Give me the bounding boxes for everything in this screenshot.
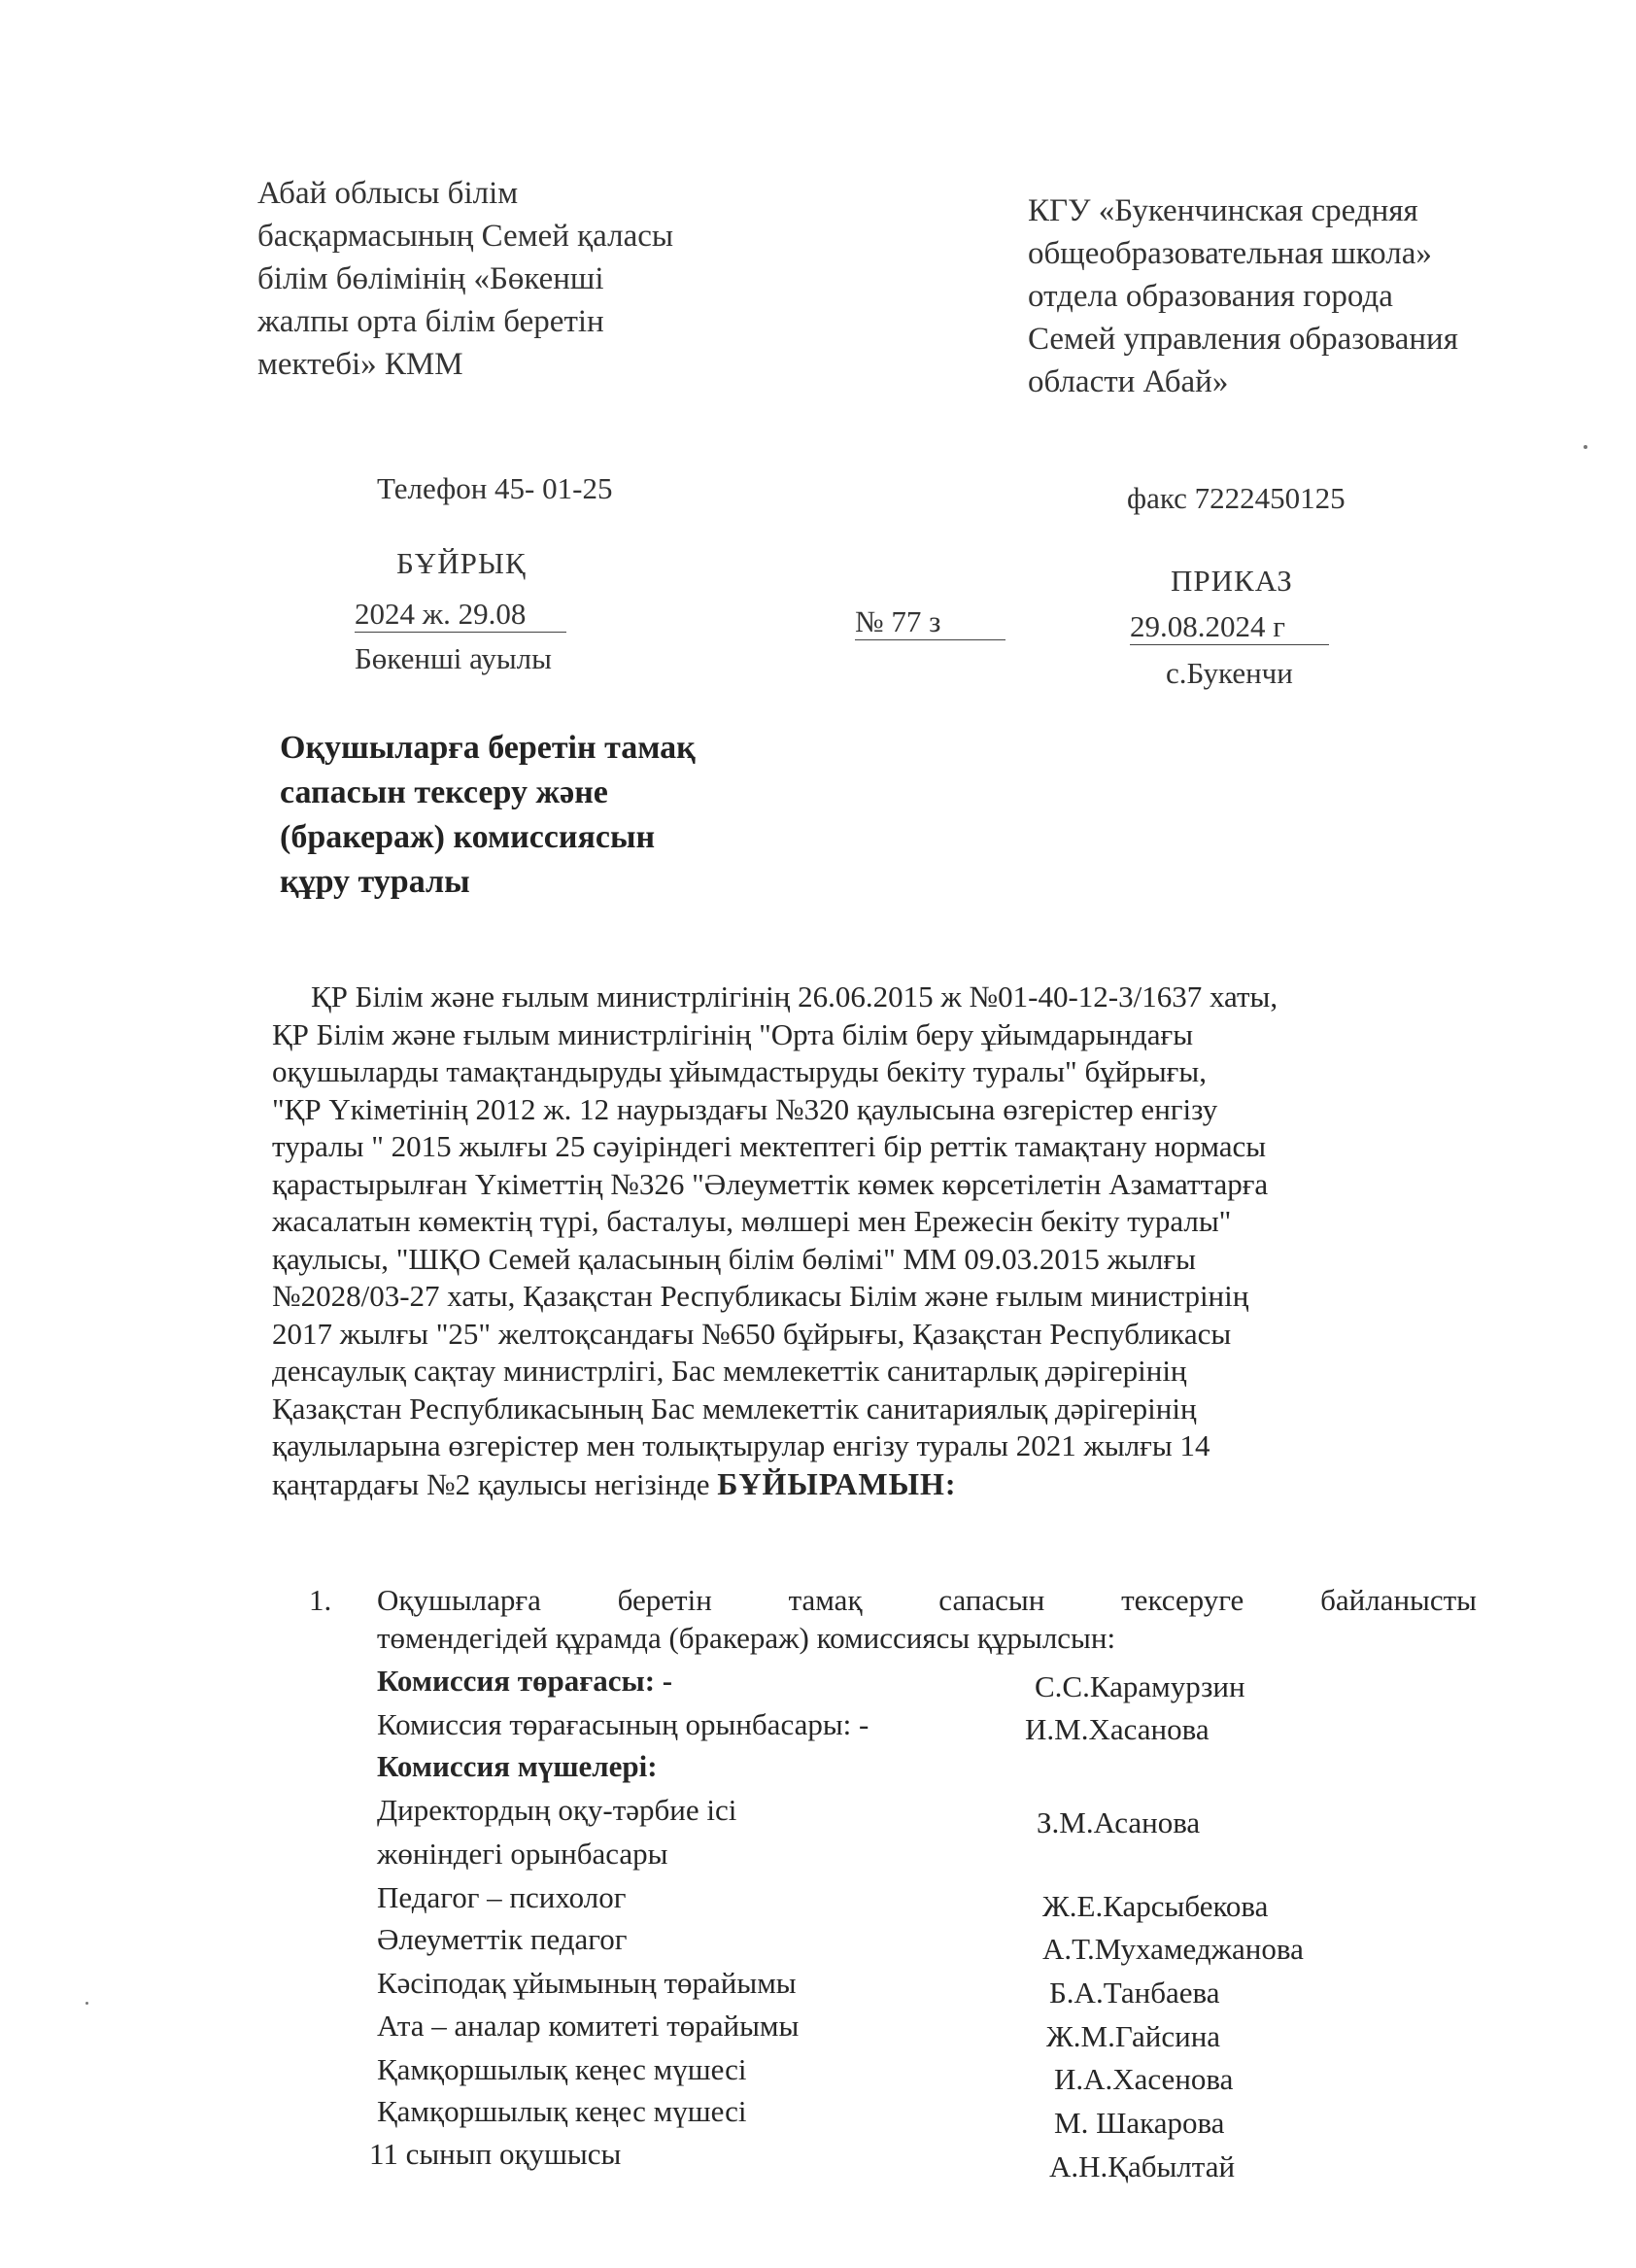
chair-name: С.С.Карамурзин	[1035, 1669, 1245, 1703]
preamble-line: "ҚР Үкіметінің 2012 ж. 12 наурыздағы №320 қаулысына өзгерістер енгізу	[272, 1091, 1218, 1126]
phone-number: Телефон 45- 01-25	[377, 471, 613, 505]
header-ru-line: общеобразовательная школа»	[1028, 236, 1432, 271]
preamble-last-line	[272, 1465, 1535, 1504]
member-role: 11 сынып оқушысы	[369, 2137, 622, 2171]
member-role: Қамқоршылық кеңес мүшесі	[377, 2094, 747, 2128]
preamble-line: Қазақстан Республикасының Бас мемлекеттік санитариялық дәрігерінің	[272, 1391, 1197, 1426]
item-text-line1: Оқушыларға беретін тамақ сапасын тексеруге байланысты	[377, 1583, 1477, 1617]
member-role-cont: жөніндегі орынбасары	[377, 1837, 668, 1871]
order-title-ru: ПРИКАЗ	[1171, 564, 1293, 598]
order-place-kz: Бөкенші ауылы	[355, 641, 552, 675]
order-number: № 77 з	[855, 604, 1005, 640]
member-name: Ж.М.Гайсина	[1046, 2019, 1221, 2053]
header-ru-line: области Абай»	[1028, 364, 1229, 399]
member-name: Ж.Е.Карсыбекова	[1042, 1889, 1269, 1923]
header-ru	[1028, 189, 1458, 403]
header-kz-line: білім бөлімінің «Бөкенші	[257, 261, 604, 296]
preamble-line: денсаулық сақтау министрлігі, Бас мемлекеттік санитарлық дәрігерінің	[272, 1354, 1187, 1388]
fax-number: факс 7222450125	[1127, 481, 1346, 515]
preamble-line: қаулыларына өзгерістер мен толықтырулар енгізу туралы 2021 жылғы 14	[272, 1428, 1210, 1462]
member-name: З.М.Асанова	[1037, 1805, 1201, 1839]
order-word: БҰЙЫРАМЫН:	[717, 1465, 957, 1501]
preamble-line: жасалатын көмектің түрі, басталуы, мөлшері мен Ережесін бекіту туралы"	[272, 1204, 1232, 1238]
header-kz-line: басқармасының Семей қаласы	[257, 219, 674, 254]
preamble-line: ҚР Білім және ғылым министрлігінің "Орта білім беру ұйымдарындағы	[272, 1016, 1194, 1051]
preamble-line: қарастырылған Үкіметтің №326 "Әлеуметтік көмек көрсетілетін Азаматтарға	[272, 1166, 1269, 1201]
subject-line: сапасын тексеру және	[280, 774, 608, 810]
chair-role: Комиссия төрағасы: -	[377, 1664, 673, 1698]
member-role: Ата – аналар комитеті төрайымы	[377, 2009, 800, 2043]
preamble-line: ҚР Білім және ғылым министрлігінің 26.06.2015 ж №01-40-12-3/1637 хаты,	[311, 979, 1278, 1014]
subject-line: (бракераж) комиссиясын	[280, 819, 656, 855]
order-subject	[280, 726, 696, 905]
scan-speck	[1584, 445, 1587, 449]
item-text-line2: төмендегідей құрамда (бракераж) комиссиясы құрылсын:	[377, 1621, 1116, 1655]
header-kz	[257, 172, 673, 386]
header-kz-line: Абай облысы білім	[257, 176, 519, 211]
header-ru-line: Семей управления образования	[1028, 322, 1458, 357]
preamble-line: қаулысы, "ШҚО Семей қаласының білім бөлімі" ММ 09.03.2015 жылғы	[272, 1241, 1196, 1276]
preamble-line: №2028/03-27 хаты, Қазақстан Республикасы Білім және ғылым министрінің	[272, 1279, 1249, 1313]
member-name: А.Н.Қабылтай	[1049, 2149, 1236, 2183]
order-date-ru: 29.08.2024 г	[1130, 609, 1329, 645]
vice-chair-role: Комиссия төрағасының орынбасары: -	[377, 1707, 869, 1741]
member-name: И.А.Хасенова	[1054, 2062, 1234, 2096]
preamble-line: оқушыларды тамақтандыруды ұйымдастыруды бекіту туралы" бұйрығы,	[272, 1054, 1207, 1088]
member-role: Әлеуметтік педагог	[377, 1922, 628, 1956]
header-ru-line: отдела образования города	[1028, 279, 1393, 314]
member-name: А.Т.Мухамеджанова	[1042, 1932, 1304, 1966]
order-title-kz: БҰЙРЫҚ	[396, 546, 527, 580]
header-kz-line: мектебі» КММ	[257, 347, 463, 382]
preamble-paragraph	[272, 979, 1535, 1503]
member-name: М. Шакарова	[1054, 2106, 1225, 2140]
preamble-line: 2017 жылғы "25" желтоқсандағы №650 бұйрығы, Қазақстан Республикасы	[272, 1316, 1232, 1351]
preamble-line: туралы " 2015 жылғы 25 сәуіріндегі мектептегі бір реттік тамақтану нормасы	[272, 1129, 1267, 1163]
subject-line: құру туралы	[280, 864, 470, 900]
order-place-ru: с.Букенчи	[1166, 656, 1293, 690]
vice-chair-name: И.М.Хасанова	[1025, 1712, 1210, 1746]
member-role: Кәсіподақ ұйымының төрайымы	[377, 1966, 797, 2000]
members-heading: Комиссия мүшелері:	[377, 1749, 658, 1783]
item-number: 1.	[309, 1583, 332, 1617]
subject-line: Оқушыларға беретін тамақ	[280, 730, 696, 766]
member-role: Қамқоршылық кеңес мүшесі	[377, 2052, 747, 2086]
member-name: Б.А.Танбаева	[1049, 1976, 1220, 2010]
header-kz-line: жалпы орта білім беретін	[257, 304, 604, 339]
preamble-line: қаңтардағы №2 қаулысы негізінде	[272, 1466, 710, 1501]
header-ru-line: КГУ «Букенчинская средняя	[1028, 193, 1418, 228]
member-role: Директордың оқу-тәрбие ісі	[377, 1793, 737, 1827]
order-date-kz: 2024 ж. 29.08	[355, 597, 566, 633]
member-role: Педагог – психолог	[377, 1880, 627, 1914]
scan-speck	[85, 2002, 88, 2005]
